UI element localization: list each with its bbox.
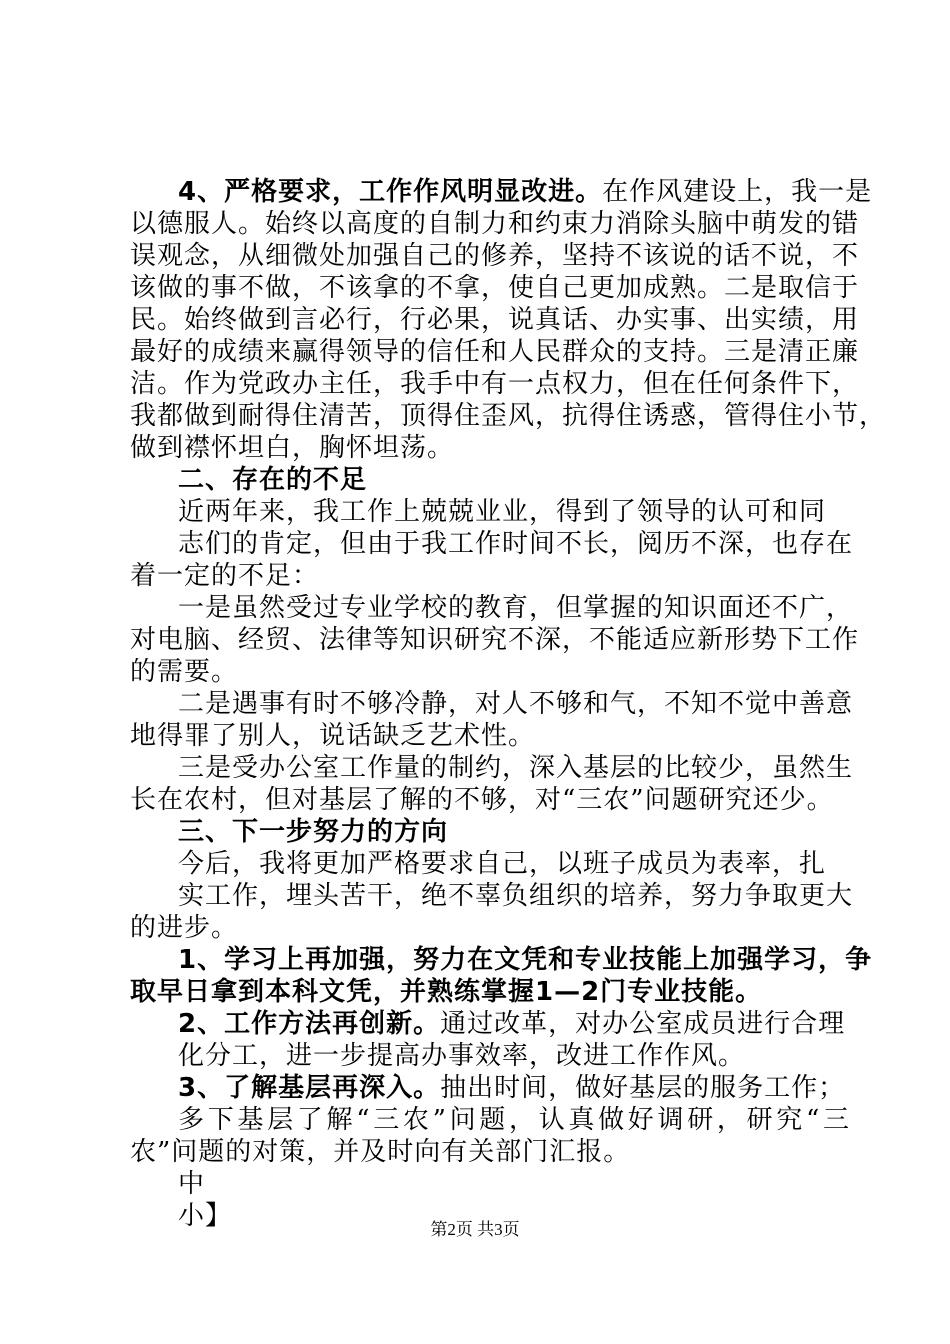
paragraph-line: 三是受办公室工作量的制约，深入基层的比较少，虽然生 [178,753,854,783]
paragraph-text: 抽出时间，做好基层的服务工作； [440,1073,846,1103]
paragraph-line: 最好的成绩来赢得领导的信任和人民群众的支持。三是清正廉 [130,337,860,367]
bold-paragraph-line: 取早日拿到本科文凭，并熟练掌握1—2门专业技能。 [130,977,763,1007]
paragraph-line: 的需要。 [130,657,239,687]
section-heading: 三、下一步努力的方向 [178,817,449,847]
paragraph-line: 做到襟怀坦白，胸怀坦荡。 [130,433,455,463]
paragraph-line: 该做的事不做，不该拿的不拿，使自己更加成熟。二是取信于 [130,273,860,303]
text-fragment: 中 [178,1169,206,1199]
section-heading: 二、存在的不足 [178,465,368,495]
paragraph-line: 洁。作为党政办主任，我手中有一点权力，但在任何条件下， [130,369,860,399]
paragraph-line: 二是遇事有时不够冷静，对人不够和气，不知不觉中善意 [178,689,854,719]
paragraph-line: 的进步。 [130,913,239,943]
page-footer: 第2页 共3页 [430,1220,520,1239]
paragraph-line: 实工作，埋头苦干，绝不辜负组织的培养，努力争取更大 [178,881,854,911]
paragraph-line: 多下基层了解“三农”问题，认真做好调研，研究“三 [178,1105,850,1135]
bold-paragraph-line: 1、学习上再加强，努力在文凭和专业技能上加强学习，争 [178,945,873,975]
paragraph-line: 长在农村，但对基层了解的不够，对“三农”问题研究还少。 [130,785,834,815]
item-heading: 3、了解基层再深入。 [178,1073,441,1103]
paragraph-line: 农”问题的对策，并及时向有关部门汇报。 [130,1137,631,1167]
paragraph-line: 以德服人。始终以高度的自制力和约束力消除头脑中萌发的错 [130,209,860,239]
paragraph-line: 今后，我将更加严格要求自己，以班子成员为表率，扎 [178,849,827,879]
paragraph-line: 对电脑、经贸、法律等知识研究不深，不能适应新形势下工作 [130,625,860,655]
paragraph-line: 误观念，从细微处加强自己的修养，坚持不该说的话不说，不 [130,241,860,271]
paragraph-text: 在作风建设上，我一是 [602,177,873,207]
paragraph-line: 化分工，进一步提高办事效率，改进工作作风。 [178,1041,746,1071]
paragraph-line [178,1072,850,1104]
paragraph-line [178,1008,850,1040]
paragraph-line: 地得罪了别人，说话缺乏艺术性。 [130,721,536,751]
paragraph-line: 近两年来，我工作上兢兢业业，得到了领导的认可和同 [178,497,827,527]
paragraph-line [178,176,873,208]
text-fragment: 小】 [178,1201,233,1231]
item-heading: 2、工作方法再创新。 [178,1009,441,1039]
paragraph-line: 一是虽然受过专业学校的教育，但掌握的知识面还不广， [178,593,854,623]
paragraph-line: 着一定的不足： [130,561,320,591]
paragraph-text: 通过改革，对办公室成员进行合理 [440,1009,846,1039]
paragraph-line: 我都做到耐得住清苦，顶得住歪风，抗得住诱惑，管得住小节， [130,401,887,431]
paragraph-line: 民。始终做到言必行，行必果，说真话、办实事、出实绩，用 [130,305,860,335]
paragraph-line: 志们的肯定，但由于我工作时间不长，阅历不深，也存在 [178,529,854,559]
section-heading: 4、严格要求，工作作风明显改进。 [178,177,603,207]
